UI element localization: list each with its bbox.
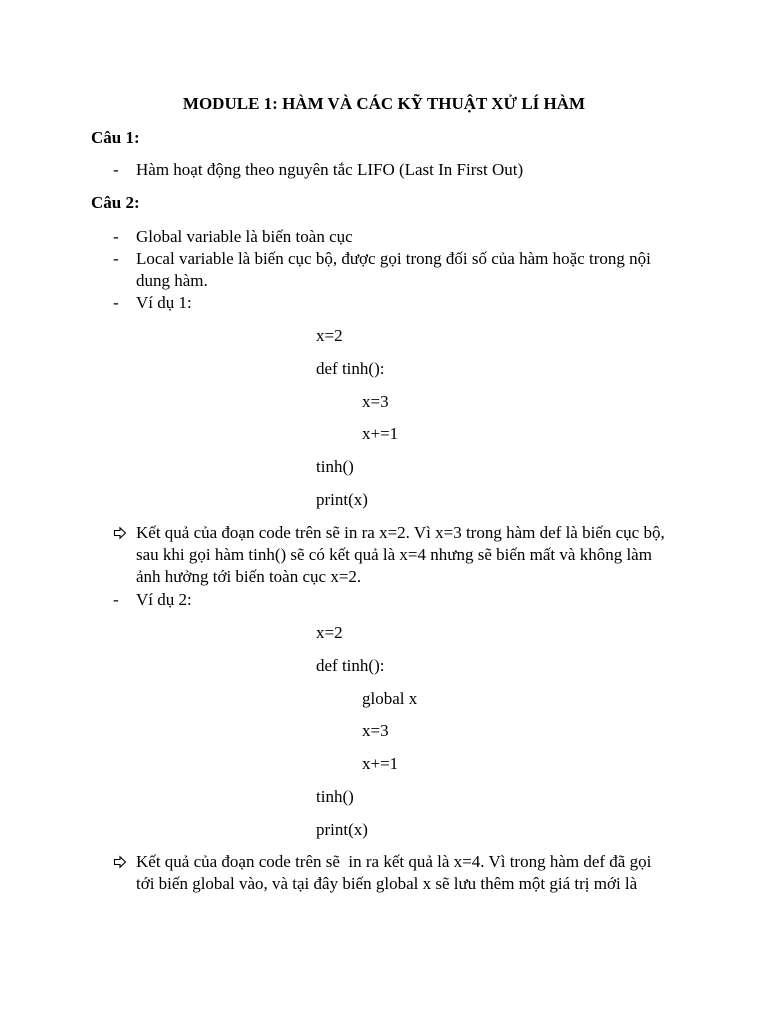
result-text: Kết quả của đoạn code trên sẽ in ra kết quả là x=4. Vì trong hàm def đã gọi tới biến global vào, và tại đây biến global x sẽ lưu thêm một giá trị mới là	[136, 852, 656, 893]
example2-result	[113, 851, 673, 895]
code-line: x+=1	[362, 424, 399, 443]
bullet-text: Hàm hoạt động theo nguyên tắc LIFO (Last In First Out)	[136, 160, 524, 179]
document-title: MODULE 1: HÀM VÀ CÁC KỸ THUẬT XỬ LÍ HÀM	[182, 94, 586, 113]
bullet-marker: -	[113, 160, 119, 179]
example1-label	[113, 292, 673, 314]
bullet-text: Global variable là biến toàn cục	[136, 227, 353, 246]
bullet-text: Local variable là biến cục bộ, được gọi trong đối số của hàm hoặc trong nội dung hàm.	[136, 249, 651, 290]
code-line: x=3	[362, 721, 389, 740]
code-line: tinh()	[316, 787, 354, 806]
bullet-text: Ví dụ 2:	[136, 590, 192, 609]
bullet-marker: -	[113, 293, 119, 312]
cau1-bullet	[113, 159, 673, 181]
outline-right-arrow-icon	[113, 855, 127, 869]
outline-right-arrow-icon	[113, 526, 127, 540]
result-text: Kết quả của đoạn code trên sẽ in ra x=2. Vì x=3 trong hàm def là biến cục bộ, sau khi gọi hàm tinh() sẽ có kết quả là x=4 nhưng sẽ biến mất và không làm ảnh hưởng tới biến toàn cục x=2.	[136, 523, 665, 586]
code-line: x=2	[316, 326, 343, 345]
code-line: x=2	[316, 623, 343, 642]
code-line: def tinh():	[316, 359, 385, 378]
example2-label	[113, 589, 673, 611]
cau1-heading: Câu 1:	[91, 128, 140, 147]
bullet-text: Ví dụ 1:	[136, 293, 192, 312]
code-line: def tinh():	[316, 656, 385, 675]
bullet-marker: -	[113, 590, 119, 609]
bullet-marker: -	[113, 249, 119, 268]
cau2-bullet-global	[113, 226, 673, 248]
cau2-heading: Câu 2:	[91, 193, 140, 212]
example1-result	[113, 522, 673, 588]
code-line: x=3	[362, 392, 389, 411]
code-line: tinh()	[316, 457, 354, 476]
code-line: x+=1	[362, 754, 399, 773]
code-line: global x	[362, 689, 418, 708]
code-line: print(x)	[316, 490, 368, 509]
code-line: print(x)	[316, 820, 368, 839]
cau2-bullet-local	[113, 248, 673, 292]
bullet-marker: -	[113, 227, 119, 246]
